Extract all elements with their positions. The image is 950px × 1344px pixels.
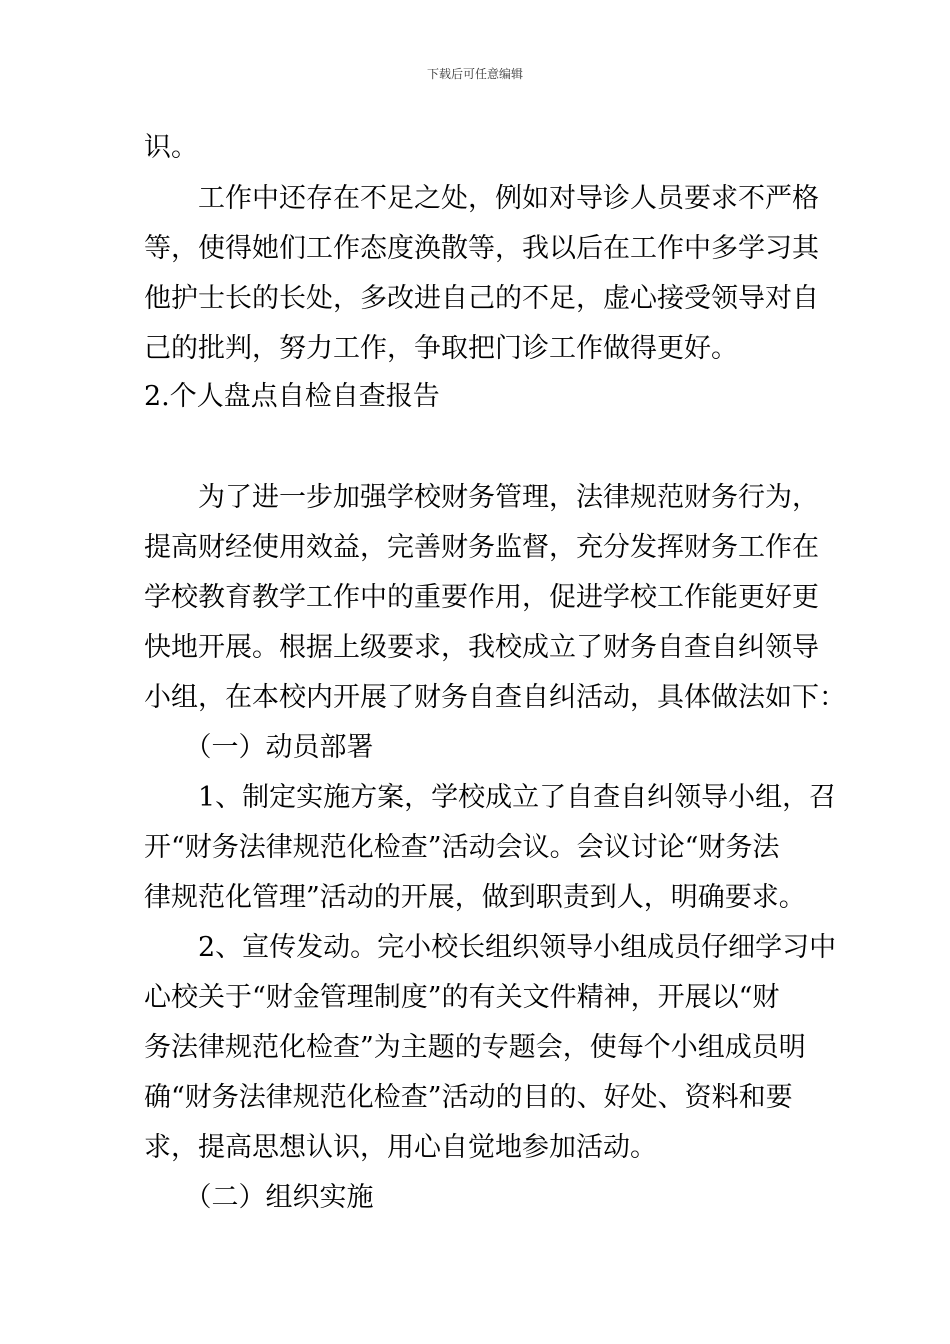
body-line-18: 求，提高思想认识，用心自觉地参加活动。 [144,1132,657,1163]
body-line-4: 他护士长的长处，多改进自己的不足，虚心接受领导对自 [144,283,819,314]
body-line-2: 工作中还存在不足之处，例如对导诊人员要求不严格 [144,183,819,214]
body-line-11: 1、制定实施方案，学校成立了自查自纠领导小组，召 [144,782,837,813]
body-line-1: 识。 [144,132,198,163]
body-line-7: 提高财经使用效益，完善财务监督，充分发挥财务工作在 [144,532,819,563]
body-line-10: 小组，在本校内开展了财务自查自纠活动，具体做法如下： [144,682,846,713]
subheading-2: （二）组织实施 [144,1182,374,1213]
body-line-16: 务法律规范化检查”为主题的专题会，使每个小组成员明 [144,1032,806,1063]
body-line-17: 确“财务法律规范化检查”活动的目的、好处、资料和要 [144,1082,793,1113]
section-heading: 2.个人盘点自检自查报告 [144,381,440,412]
body-line-5: 己的批判，努力工作，争取把门诊工作做得更好。 [144,333,738,364]
body-line-8: 学校教育教学工作中的重要作用，促进学校工作能更好更 [144,582,819,613]
body-line-12: 开“财务法律规范化检查”活动会议。会议讨论“财务法 [144,832,780,863]
body-line-15: 心校关于“财金管理制度”的有关文件精神，开展以“财 [144,982,780,1013]
subheading-1: （一）动员部署 [144,732,374,763]
body-line-6: 为了进一步加强学校财务管理，法律规范财务行为， [144,482,819,513]
page-header-note: 下载后可任意编辑 [426,67,523,81]
body-line-3: 等，使得她们工作态度涣散等，我以后在工作中多学习其 [144,233,819,264]
body-line-9: 快地开展。根据上级要求，我校成立了财务自查自纠领导 [144,632,819,663]
body-line-14: 2、宣传发动。完小校长组织领导小组成员仔细学习中 [144,932,837,963]
body-line-13: 律规范化管理”活动的开展，做到职责到人，明确要求。 [144,882,806,913]
